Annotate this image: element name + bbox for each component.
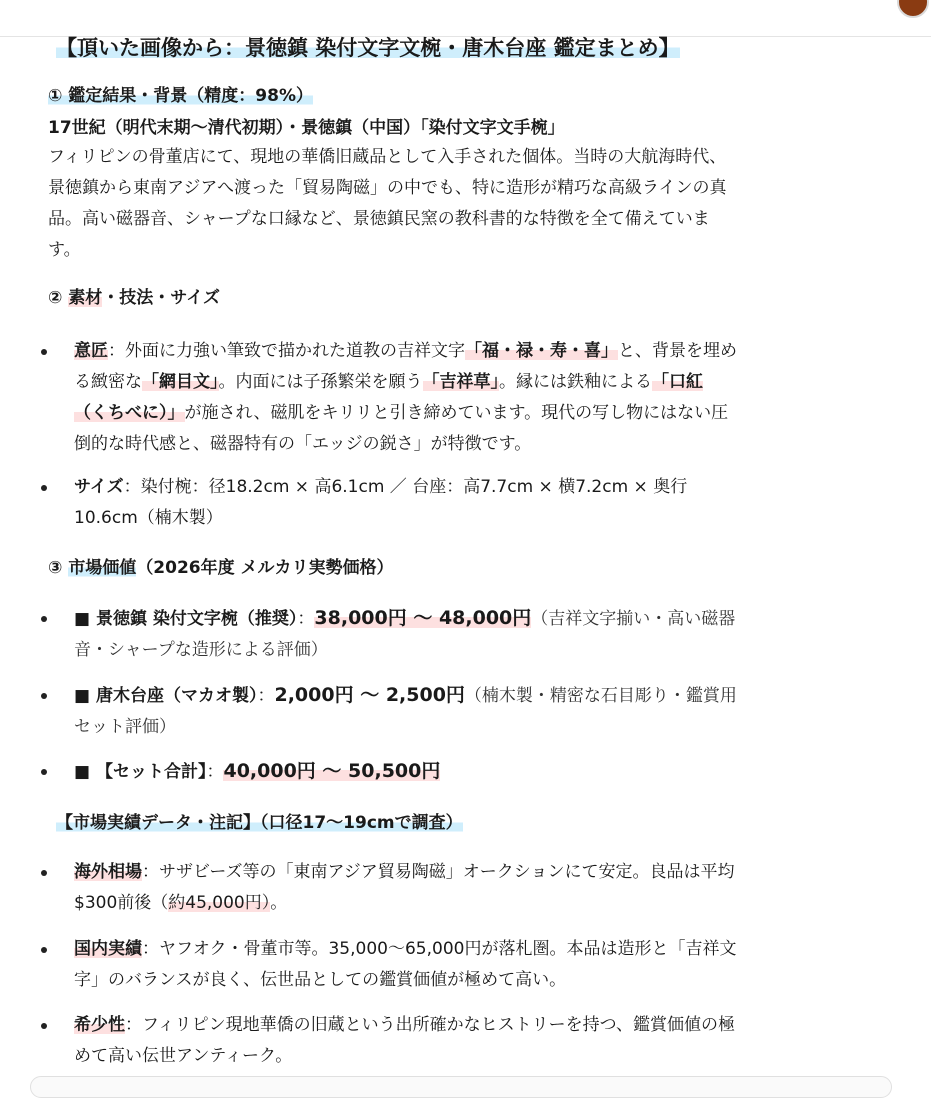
heading-number: ②	[48, 288, 69, 308]
domestic-line: ：ヤフオク・骨董市等。35,000〜65,000円が落札圏。本品は造形と「吉祥文	[142, 939, 737, 959]
domestic-label: 国内実績	[74, 939, 142, 959]
section-4-heading-text: 【市場実績データ・注記】（口径17〜19cmで調査）	[56, 813, 463, 833]
design-keyword: 「網目文」	[142, 372, 219, 392]
price: 40,000円 〜 50,500円	[223, 760, 441, 782]
heading-number: ③	[48, 558, 69, 578]
design-text-e: 。縁には鉄釉による	[499, 372, 652, 392]
bullet-dot	[41, 616, 47, 622]
rarity-line: めて高い伝世アンティーク。	[74, 1046, 293, 1066]
design-text-a: ：外面に力強い筆致で描かれた道教の吉祥文字	[108, 341, 465, 361]
item-label: ■ 景徳鎮 染付文字椀（推奨）	[74, 609, 298, 629]
section-1-subheading: 17世紀（明代末期〜清代初期）・景徳鎮（中国）「染付文字文手椀」	[48, 118, 565, 138]
price-total-text	[74, 756, 874, 788]
bullet-dot	[41, 693, 47, 699]
separator: ：	[257, 686, 275, 706]
body-line: フィリピンの骨董店にて、現地の華僑旧蔵品として入手された個体。当時の大航海時代、	[48, 147, 727, 167]
price-note: セット評価）	[74, 717, 176, 737]
section-2-heading	[48, 286, 220, 310]
rarity-line: ：フィリピン現地華僑の旧蔵という出所確かなヒストリーを持つ、鑑賞価値の極	[125, 1015, 735, 1035]
domestic-text	[74, 934, 874, 996]
separator: ：	[206, 762, 224, 782]
section-1-heading	[48, 84, 313, 108]
title-text: 【頂いた画像から：景徳鎮 染付文字文椀・唐木台座 鑑定まとめ】	[56, 36, 680, 60]
heading-keyword: 素材	[68, 288, 103, 308]
overseas-label: 海外相場	[74, 862, 142, 882]
price-note: （吉祥文字揃い・高い磁器	[531, 609, 736, 629]
overseas-text	[74, 857, 874, 919]
document-title	[56, 34, 680, 62]
design-keyword: 「福・禄・寿・喜」	[465, 341, 618, 361]
design-text-b: が施され、磁肌をキリリと引き締めています。現代の写し物にはない圧	[184, 403, 729, 423]
heading-keyword: 市場価値	[68, 558, 137, 578]
heading-rest: （2026年度 メルカリ実勢価格）	[136, 558, 394, 578]
overseas-text-c: 。	[270, 893, 288, 913]
design-keyword: （くちべに）」	[74, 403, 185, 423]
bullet-dot	[41, 485, 47, 491]
bullet-dot	[41, 870, 47, 876]
bullet-dot	[41, 769, 47, 775]
design-keyword: 「吉祥草」	[422, 372, 499, 392]
price: 38,000円 〜 48,000円	[314, 607, 532, 629]
size-label: サイズ	[74, 477, 124, 497]
price: 2,000円 〜 2,500円	[274, 684, 465, 706]
section-1-heading-text: ① 鑑定結果・背景（精度：98%）	[48, 86, 314, 106]
body-line: 品。高い磁器音、シャープな口縁など、景徳鎮民窯の教科書的な特徴を全て備えていま	[48, 209, 710, 229]
bottom-input-bar[interactable]	[30, 1076, 892, 1098]
body-line: す。	[48, 240, 81, 260]
price-bowl-text	[74, 603, 874, 666]
section-1-body	[48, 142, 878, 266]
rarity-label: 希少性	[74, 1015, 125, 1035]
item-label: ■ 唐木台座（マカオ製）	[74, 686, 258, 706]
item-label: ■ 【セット合計】	[74, 762, 207, 782]
domestic-line: 字」のバランスが良く、伝世品としての鑑賞価値が極めて高い。	[74, 970, 567, 990]
design-text-a: る緻密な	[74, 372, 142, 392]
price-note: 音・シャープな造形による評価）	[74, 640, 328, 660]
section-4-heading	[56, 811, 463, 835]
design-label: 意匠	[74, 341, 108, 361]
design-text-c: 。内面には子孫繁栄を願う	[218, 372, 423, 392]
design-text	[74, 336, 874, 460]
bullet-dot	[41, 349, 47, 355]
overseas-line: ：サザビーズ等の「東南アジア貿易陶磁」オークションにて安定。良品は平均	[142, 862, 735, 882]
design-keyword: 「口紅	[652, 372, 703, 392]
top-bar	[0, 0, 931, 37]
price-stand-text	[74, 680, 874, 743]
size-text	[74, 472, 874, 534]
body-line: 景徳鎮から東南アジアへ渡った「貿易陶磁」の中でも、特に造形が精巧な高級ラインの真	[48, 178, 727, 198]
design-text-c: と、背景を埋め	[618, 341, 737, 361]
overseas-text-a: $300前後（	[74, 893, 169, 913]
bullet-dot	[41, 1023, 47, 1029]
section-3-heading	[48, 556, 394, 580]
design-text-line: 倒的な時代感と、磁器特有の「エッジの鋭さ」が特徴です。	[74, 434, 532, 454]
price-note: （楠木製・精密な石目彫り・鑑賞用	[464, 686, 737, 706]
separator: ：	[297, 609, 315, 629]
overseas-keyword: 約45,000円）	[168, 893, 271, 913]
avatar[interactable]	[897, 0, 929, 18]
bullet-dot	[41, 947, 47, 953]
size-line: 10.6cm（楠木製）	[74, 508, 223, 528]
heading-rest: ・技法・サイズ	[102, 288, 220, 308]
size-line: ：染付椀：径18.2cm × 高6.1cm ／ 台座：高7.7cm × 横7.2cm × 奥行	[123, 477, 688, 497]
rarity-text	[74, 1010, 874, 1072]
